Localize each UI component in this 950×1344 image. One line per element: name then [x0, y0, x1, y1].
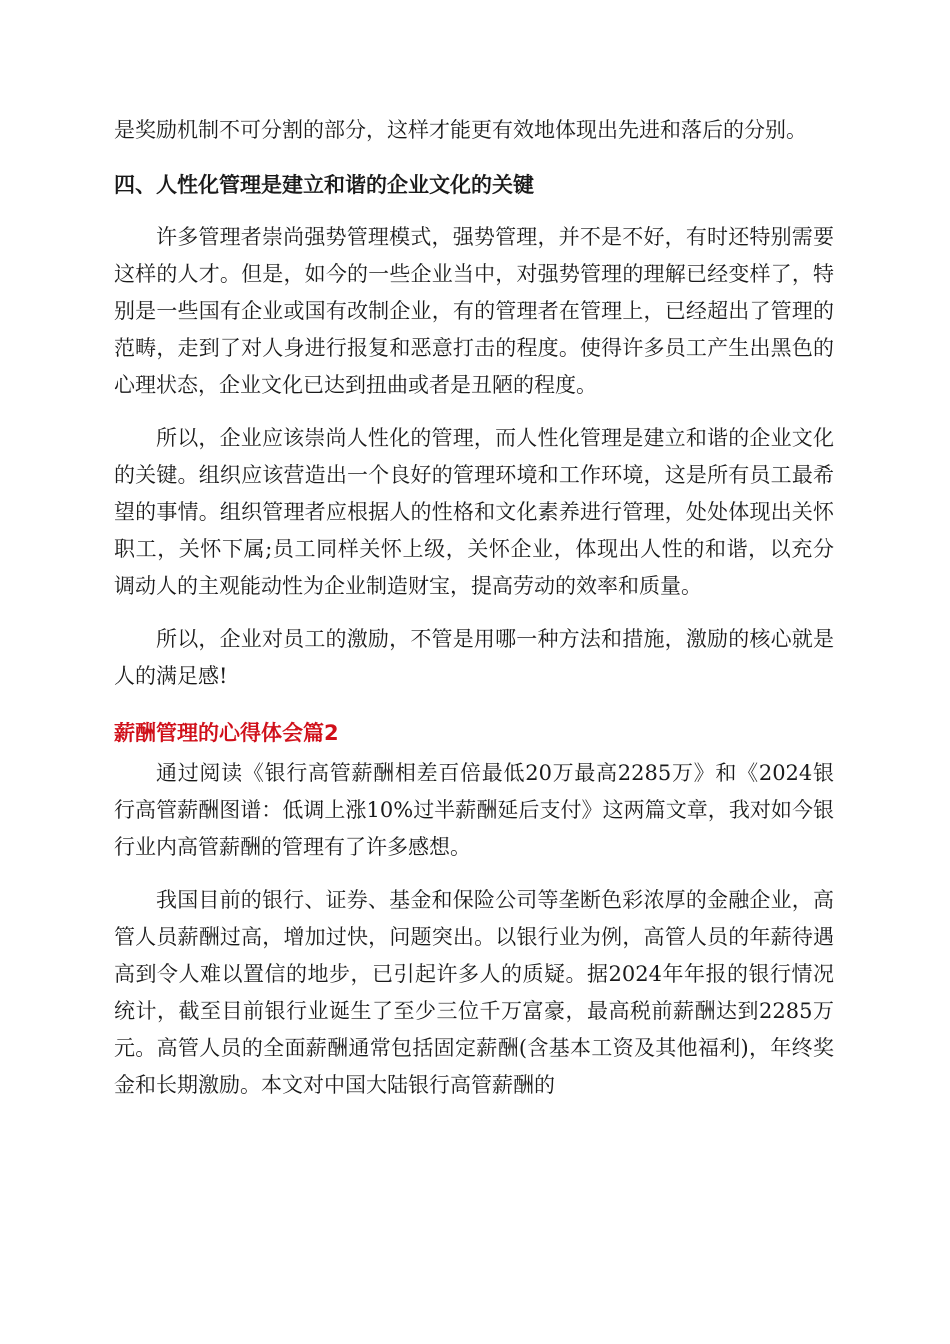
section-heading: 四、人性化管理是建立和谐的企业文化的关键	[114, 173, 534, 197]
article-title: 薪酬管理的心得体会篇2	[114, 721, 339, 745]
paragraph-continued: 是奖励机制不可分割的部分，这样才能更有效地体现出先进和落后的分别。	[114, 118, 807, 142]
document-page	[114, 112, 834, 1120]
paragraph: 我国目前的银行、证券、基金和保险公司等垄断色彩浓厚的金融企业，高管人员薪酬过高，增加过快，问题突出。以银行业为例，高管人员的年薪待遇高到令人难以置信的地步，已引起许多人的质疑。据2024年年报的银行情况统计，截至目前银行业诞生了至少三位千万富豪，最高税前薪酬达到2285万元。高管人员的全面薪酬通常包括固定薪酬(含基本工资及其他福利)，年终奖金和长期激励。本文对中国大陆银行高管薪酬的	[114, 888, 834, 1097]
paragraph: 许多管理者崇尚强势管理模式，强势管理，并不是不好，有时还特别需要这样的人才。但是，如今的一些企业当中，对强势管理的理解已经变样了，特别是一些国有企业或国有改制企业，有的管理者在管理上，已经超出了管理的范畴，走到了对人身进行报复和恶意打击的程度。使得许多员工产生出黑色的心理状态，企业文化已达到扭曲或者是丑陋的程度。	[114, 225, 834, 397]
paragraph: 通过阅读《银行高管薪酬相差百倍最低20万最高2285万》和《2024银行高管薪酬图谱：低调上涨10%过半薪酬延后支付》这两篇文章，我对如今银行业内高管薪酬的管理有了许多感想。	[114, 761, 834, 859]
paragraph: 所以，企业对员工的激励，不管是用哪一种方法和措施，激励的核心就是人的满足感!	[114, 627, 834, 688]
paragraph: 所以，企业应该崇尚人性化的管理，而人性化管理是建立和谐的企业文化的关键。组织应该营造出一个良好的管理环境和工作环境，这是所有员工最希望的事情。组织管理者应根据人的性格和文化素养进行管理，处处体现出关怀职工，关怀下属;员工同样关怀上级，关怀企业，体现出人性的和谐，以充分调动人的主观能动性为企业制造财宝，提高劳动的效率和质量。	[114, 426, 834, 598]
